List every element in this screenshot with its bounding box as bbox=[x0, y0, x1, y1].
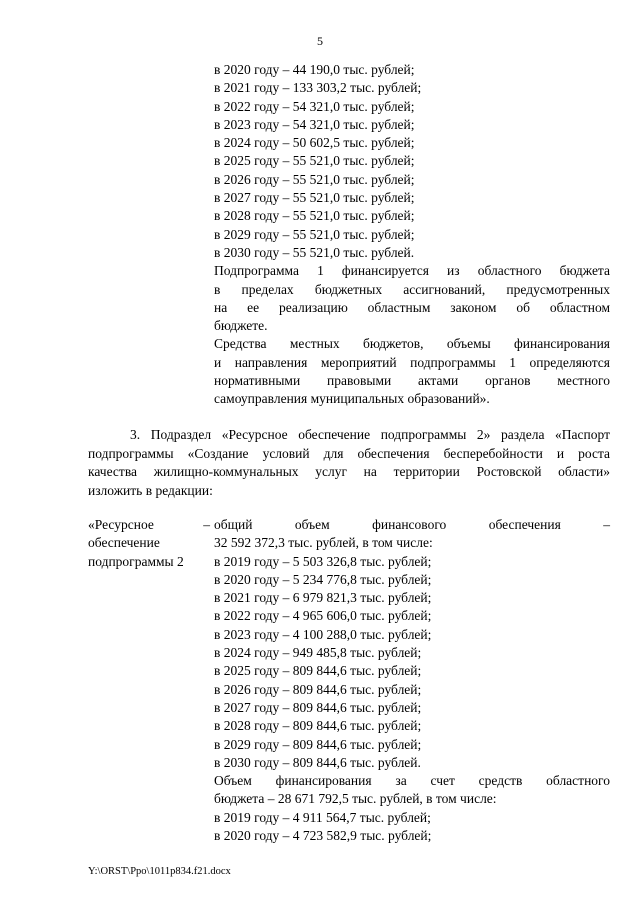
paragraph-line: изложить в редакции: bbox=[88, 482, 213, 498]
regional-line: бюджета – 28 671 792,5 тыс. рублей, в том числе: bbox=[214, 791, 497, 807]
funding-block-subprogram-2 bbox=[214, 516, 610, 845]
paragraph-line: подпрограммы «Создание условий для обеспечения бесперебойности и роста bbox=[88, 445, 610, 461]
page-number: 5 bbox=[317, 34, 323, 48]
year-line: в 2021 году – 133 303,2 тыс. рублей; bbox=[214, 80, 422, 96]
year-line: в 2024 году – 50 602,5 тыс. рублей; bbox=[214, 135, 415, 151]
year-line: в 2026 году – 55 521,0 тыс. рублей; bbox=[214, 171, 415, 187]
year-line: в 2022 году – 54 321,0 тыс. рублей; bbox=[214, 98, 415, 114]
year-line: в 2027 году – 809 844,6 тыс. рублей; bbox=[214, 699, 422, 715]
paragraph-line: Подпрограмма 1 финансируется из областного бюджета bbox=[214, 263, 610, 279]
year-line: в 2020 году – 4 723 582,9 тыс. рублей; bbox=[214, 828, 432, 844]
year-line: в 2021 году – 6 979 821,3 тыс. рублей; bbox=[214, 590, 432, 606]
year-line: в 2019 году – 5 503 326,8 тыс. рублей; bbox=[214, 553, 432, 569]
label-line: обеспечение bbox=[88, 535, 160, 551]
year-line: в 2023 году – 54 321,0 тыс. рублей; bbox=[214, 116, 415, 132]
paragraph-line: бюджете. bbox=[214, 318, 268, 334]
paragraph-line: самоуправления муниципальных образований». bbox=[214, 391, 490, 407]
label-line bbox=[88, 516, 210, 534]
year-line: в 2027 году – 55 521,0 тыс. рублей; bbox=[214, 190, 415, 206]
label-dash: – bbox=[203, 517, 210, 532]
total-line: общий объем финансового обеспечения – bbox=[214, 517, 610, 532]
label-line: подпрограммы 2 bbox=[88, 553, 184, 569]
resource-label-column bbox=[88, 516, 210, 571]
paragraph-line: 3. Подраздел «Ресурсное обеспечение подпрограммы 2» раздела «Паспорт bbox=[130, 427, 610, 442]
paragraph-line: качества жилищно-коммунальных услуг на территории Ростовской области» bbox=[88, 464, 610, 480]
paragraph-line: на ее реализацию областным законом об областном bbox=[214, 299, 610, 315]
year-line: в 2022 году – 4 965 606,0 тыс. рублей; bbox=[214, 608, 432, 624]
paragraph-line: нормативными правовыми актами органов местного bbox=[214, 373, 610, 389]
year-line: в 2029 году – 55 521,0 тыс. рублей; bbox=[214, 226, 415, 242]
year-line: в 2023 году – 4 100 288,0 тыс. рублей; bbox=[214, 626, 432, 642]
regional-line: Объем финансирования за счет средств областного bbox=[214, 773, 610, 789]
total-line: 32 592 372,3 тыс. рублей, в том числе: bbox=[214, 535, 433, 551]
funding-block-subprogram-1 bbox=[214, 61, 610, 409]
paragraph-line: в пределах бюджетных ассигнований, предусмотренных bbox=[214, 281, 610, 297]
year-line: в 2028 году – 55 521,0 тыс. рублей; bbox=[214, 208, 415, 224]
year-line: в 2025 году – 55 521,0 тыс. рублей; bbox=[214, 153, 415, 169]
year-line: в 2030 году – 809 844,6 тыс. рублей. bbox=[214, 754, 421, 770]
year-line: в 2020 году – 5 234 776,8 тыс. рублей; bbox=[214, 571, 432, 587]
year-line: в 2019 году – 4 911 564,7 тыс. рублей; bbox=[214, 809, 431, 825]
year-line: в 2030 году – 55 521,0 тыс. рублей. bbox=[214, 244, 415, 260]
year-line: в 2029 году – 809 844,6 тыс. рублей; bbox=[214, 736, 422, 752]
label-text: «Ресурсное bbox=[88, 517, 154, 532]
paragraph-line: Средства местных бюджетов, объемы финансирования bbox=[214, 336, 610, 352]
year-line: в 2024 году – 949 485,8 тыс. рублей; bbox=[214, 645, 422, 661]
year-line: в 2020 году – 44 190,0 тыс. рублей; bbox=[214, 62, 415, 77]
file-path-footer: Y:\ORST\Ppo\1011p834.f21.docx bbox=[88, 866, 231, 877]
year-line: в 2025 году – 809 844,6 тыс. рублей; bbox=[214, 663, 422, 679]
section-3-paragraph bbox=[88, 426, 610, 500]
year-line: в 2028 году – 809 844,6 тыс. рублей; bbox=[214, 718, 422, 734]
year-line: в 2026 году – 809 844,6 тыс. рублей; bbox=[214, 681, 422, 697]
paragraph-line: и направления мероприятий подпрограммы 1 определяются bbox=[214, 354, 610, 370]
